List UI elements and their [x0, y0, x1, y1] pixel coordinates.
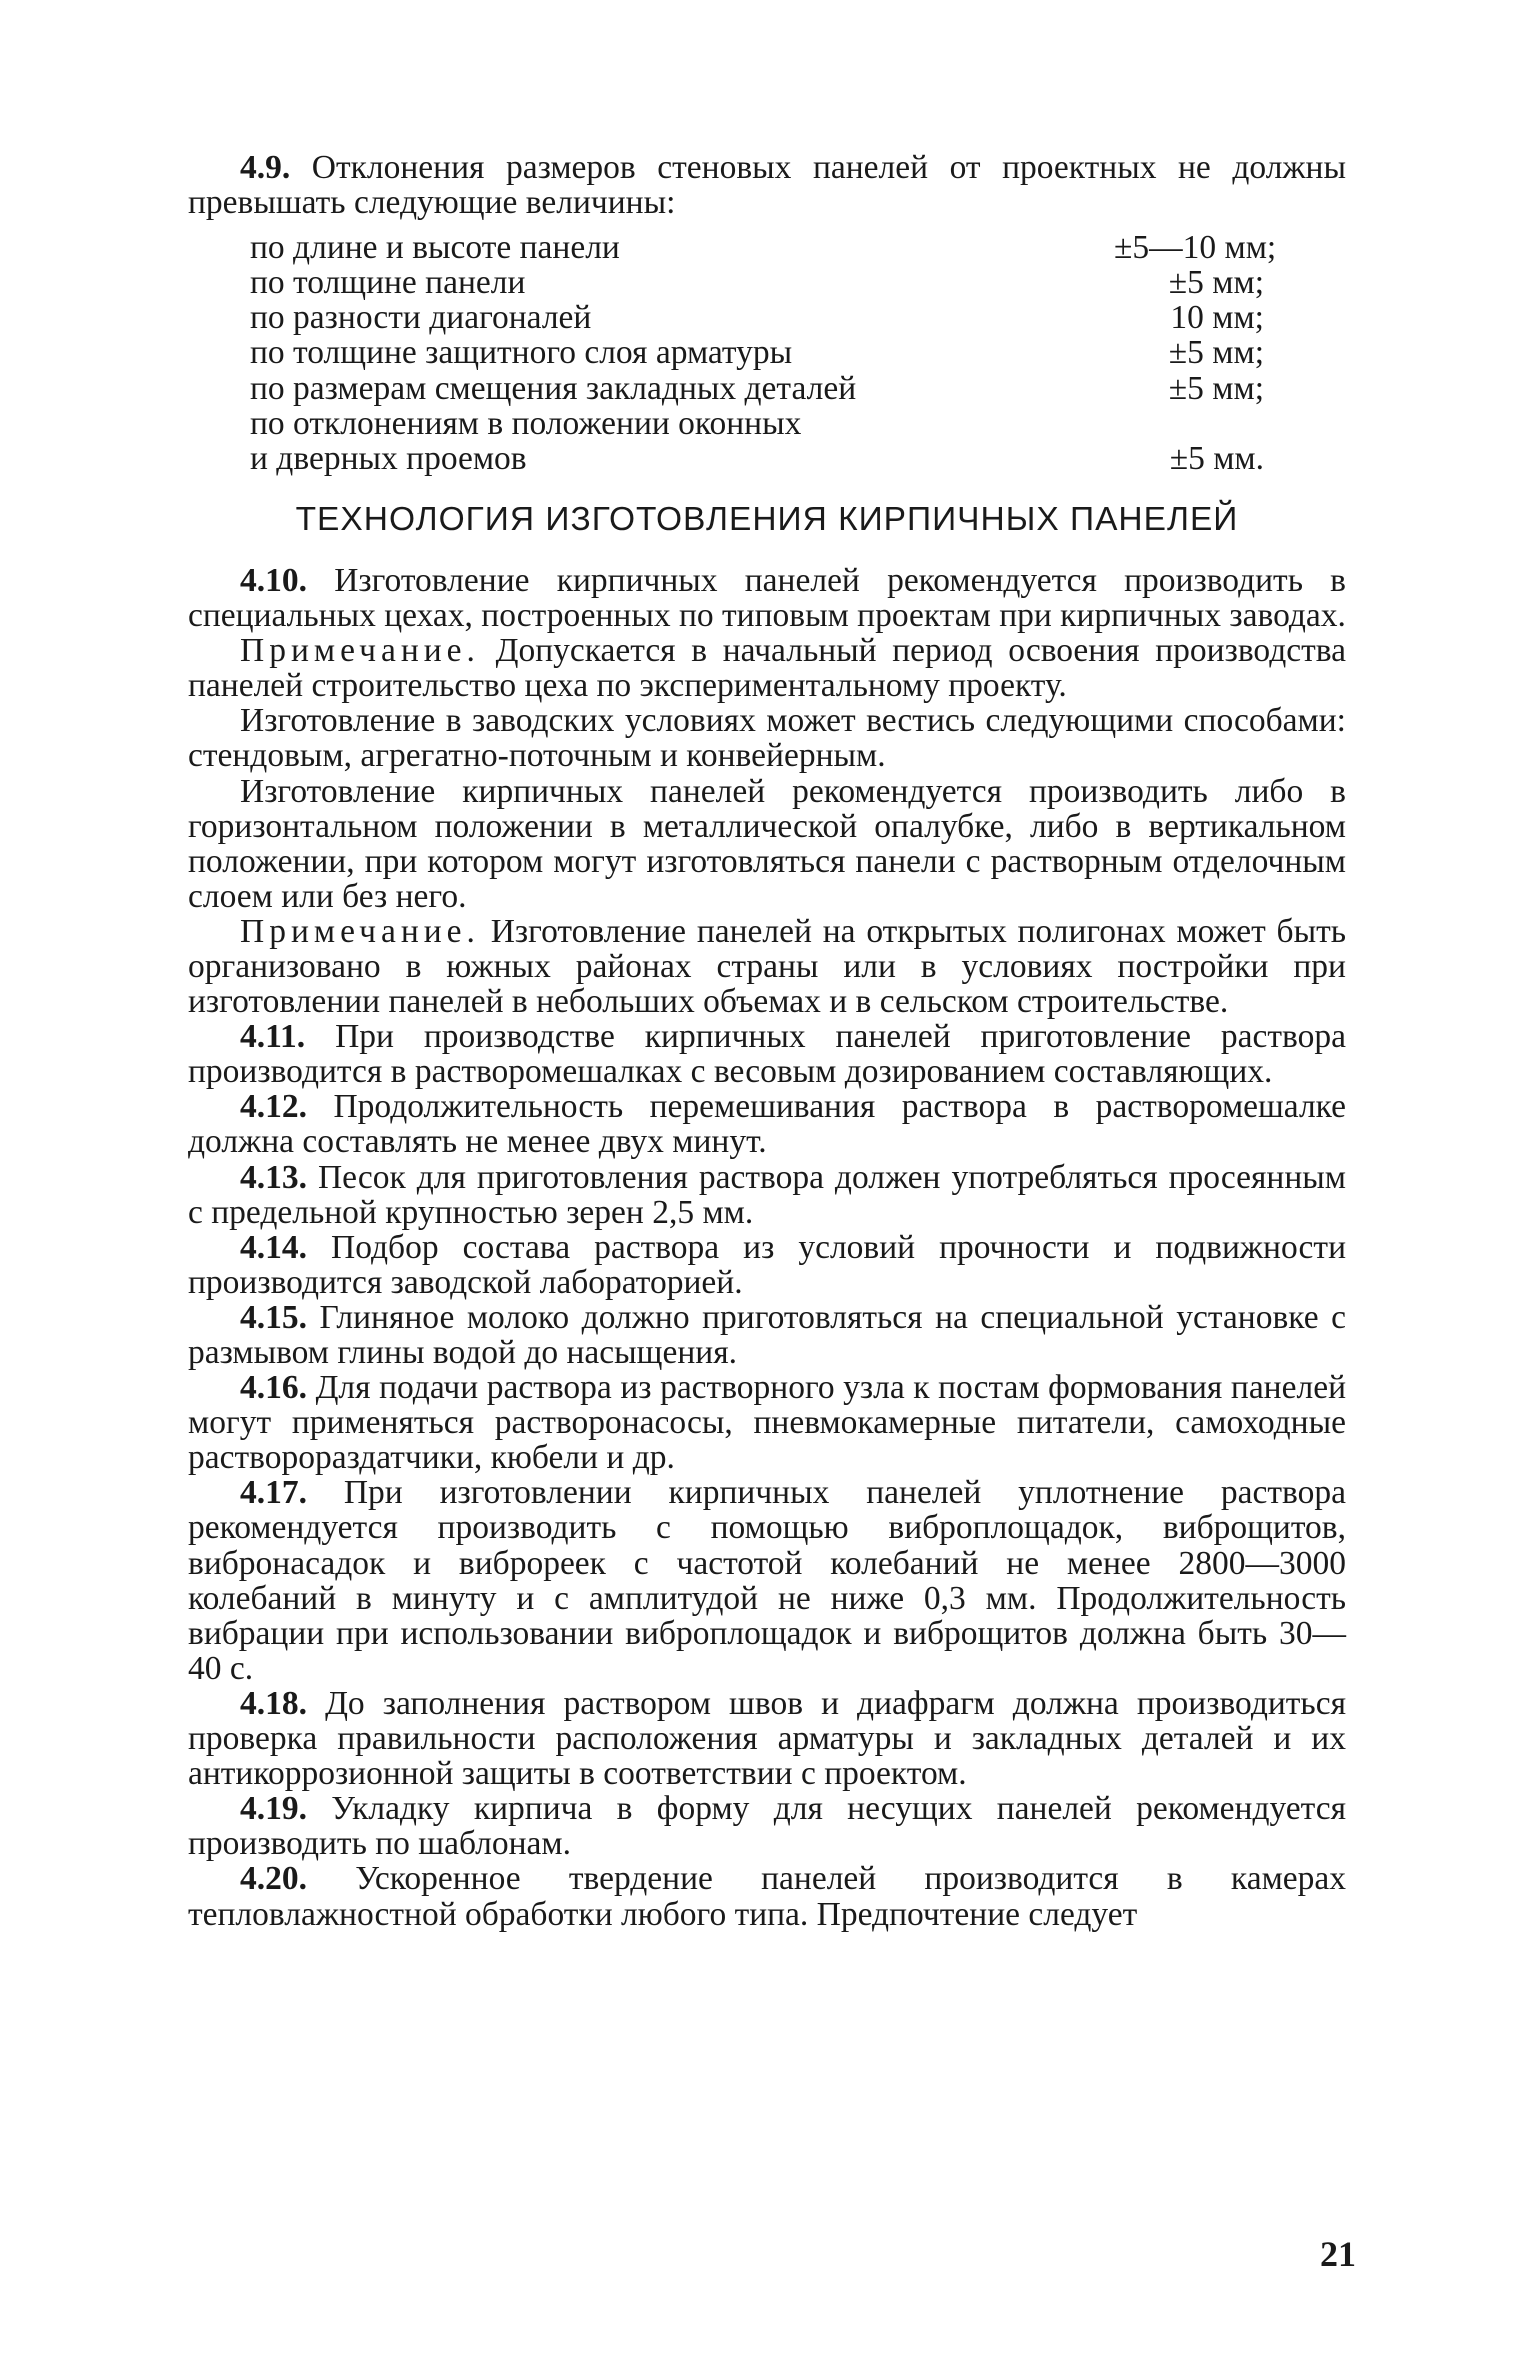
- paragraph-4-13: [188, 1160, 1346, 1230]
- item-number: 4.12.: [240, 1088, 307, 1126]
- tolerance-value: 10 мм;: [1170, 299, 1264, 337]
- tolerance-value: ±5 мм;: [1168, 334, 1264, 372]
- paragraph-4-10: [188, 563, 1346, 633]
- note-label: Примечание.: [240, 632, 480, 670]
- tolerance-row: [250, 335, 1272, 370]
- note-text: Изготовление панелей на открытых полигонах может быть организовано в южных районах страны или в условиях постройки при изготовлении панелей в небольших объемах и в сельском строительстве.: [188, 912, 1346, 1021]
- paragraph-text: Изготовление кирпичных панелей рекомендуется производить в специальных цехах, построенных по типовым проектам при кирпичных заводах.: [188, 561, 1347, 635]
- paragraph-text: Глиняное молоко должно приготовляться на специальной установке с размывом глины водой до насыщения.: [188, 1298, 1346, 1371]
- paragraph-4-20: [188, 1861, 1346, 1931]
- tolerance-label: по размерам смещения закладных деталей: [250, 369, 857, 407]
- tolerance-value: ±5—10 мм;: [1114, 229, 1277, 267]
- tolerance-label: по разности диагоналей: [250, 299, 592, 337]
- paragraph-text: Ускоренное твердение панелей производится в камерах тепловлажностной обработки любого типа. Предпочтение следует: [188, 1860, 1346, 1933]
- item-number: 4.19.: [240, 1790, 307, 1828]
- item-number: 4.11.: [240, 1018, 306, 1056]
- paragraph-text: При производстве кирпичных панелей приготовление раствора производится в растворомешалках с весовым дозированием составляющих.: [188, 1018, 1347, 1091]
- item-number: 4.14.: [240, 1228, 307, 1266]
- section-heading: ТЕХНОЛОГИЯ ИЗГОТОВЛЕНИЯ КИРПИЧНЫХ ПАНЕЛЕЙ: [295, 500, 1239, 538]
- item-number: 4.9.: [240, 149, 291, 186]
- tolerance-value: ±5 мм.: [1169, 439, 1264, 477]
- paragraph-positions: Изготовление кирпичных панелей рекомендуется производить либо в горизонтальном положении в металлической опалубке, либо в вертикальном положении, при котором могут изготовляться панели с растворным отделочным слоем или без него.: [188, 772, 1346, 915]
- item-number: 4.20.: [240, 1860, 307, 1898]
- paragraph-text: Укладку кирпича в форму для несущих панелей рекомендуется производить по шаблонам.: [188, 1790, 1346, 1863]
- paragraph-text: Для подачи раствора из растворного узла к постам формования панелей могут применяться растворонасосы, пневмокамерные питатели, самоходные растворораздатчики, кюбели и др.: [188, 1369, 1346, 1477]
- paragraph-4-9: [188, 150, 1346, 220]
- paragraph-text: До заполнения раствором швов и диафрагм должна производиться проверка правильности расположения арматуры и закладных деталей и их антикоррозионной защиты в соответствии с проектом.: [188, 1684, 1346, 1793]
- item-number: 4.13.: [240, 1158, 307, 1196]
- tolerance-list: [250, 229, 1277, 477]
- tolerance-label: по отклонениям в положении оконных: [250, 404, 802, 442]
- tolerance-row: [250, 300, 1272, 335]
- paragraph-4-11: [188, 1019, 1346, 1089]
- note-text: Допускается в начальный период освоения производства панелей строительство цеха по экспериментальному проекту.: [188, 632, 1347, 705]
- paragraph-methods: Изготовление в заводских условиях может вестись следующими способами: стендовым, агрегатно-поточным и конвейерным.: [188, 702, 1346, 775]
- paragraph-text: Продолжительность перемешивания раствора в растворомешалке должна составлять не менее двух минут.: [188, 1088, 1346, 1161]
- note-label: Примечание.: [240, 912, 480, 950]
- item-number: 4.18.: [240, 1684, 307, 1722]
- paragraph-4-12: [188, 1089, 1346, 1159]
- item-number: 4.16.: [240, 1369, 307, 1407]
- tolerance-row: [250, 371, 1272, 406]
- item-number: 4.10.: [240, 561, 307, 599]
- paragraph-text: Песок для приготовления раствора должен употребляться просеянным с предельной крупностью зерен 2,5 мм.: [188, 1158, 1346, 1231]
- paragraph-4-17: [188, 1475, 1346, 1686]
- tolerance-value: ±5 мм;: [1168, 369, 1264, 407]
- paragraph-text: Отклонения размеров стеновых панелей от проектных не должны превышать следующие величины:: [188, 149, 1346, 222]
- paragraph-4-18: [188, 1686, 1346, 1791]
- item-number: 4.15.: [240, 1298, 307, 1336]
- note-paragraph: [188, 633, 1346, 703]
- tolerance-row: [250, 229, 1277, 267]
- tolerance-label: по толщине панели: [250, 264, 526, 302]
- note-paragraph: [188, 914, 1346, 1019]
- paragraph-4-14: [188, 1230, 1346, 1300]
- tolerance-row: [250, 265, 1272, 300]
- paragraph-text: Подбор состава раствора из условий прочности и подвижности производится заводской лабораторией.: [188, 1228, 1346, 1301]
- item-number: 4.17.: [240, 1474, 307, 1512]
- tolerance-row: [250, 406, 1272, 441]
- paragraph-4-19: [188, 1791, 1346, 1861]
- tolerance-label: по толщине защитного слоя арматуры: [250, 334, 793, 372]
- tolerance-label: по длине и высоте панели: [250, 229, 620, 267]
- paragraph-4-16: [188, 1370, 1346, 1475]
- paragraph-text: При изготовлении кирпичных панелей уплотнение раствора рекомендуется производить с помощью виброплощадок, виброщитов, вибронасадок и виброреек с частотой колебаний не менее 2800—3000 колебаний в минуту и с амплитудой не ниже 0,3 мм. Продолжительность вибрации при использовании виброплощадок и виброщитов должна быть 30—40 с.: [188, 1474, 1346, 1687]
- paragraph-4-15: [188, 1300, 1346, 1370]
- tolerance-value: ±5 мм;: [1168, 264, 1264, 302]
- tolerance-label: и дверных проемов: [250, 439, 527, 477]
- tolerance-row: [250, 441, 1272, 476]
- page-number: 21: [1320, 2234, 1356, 2274]
